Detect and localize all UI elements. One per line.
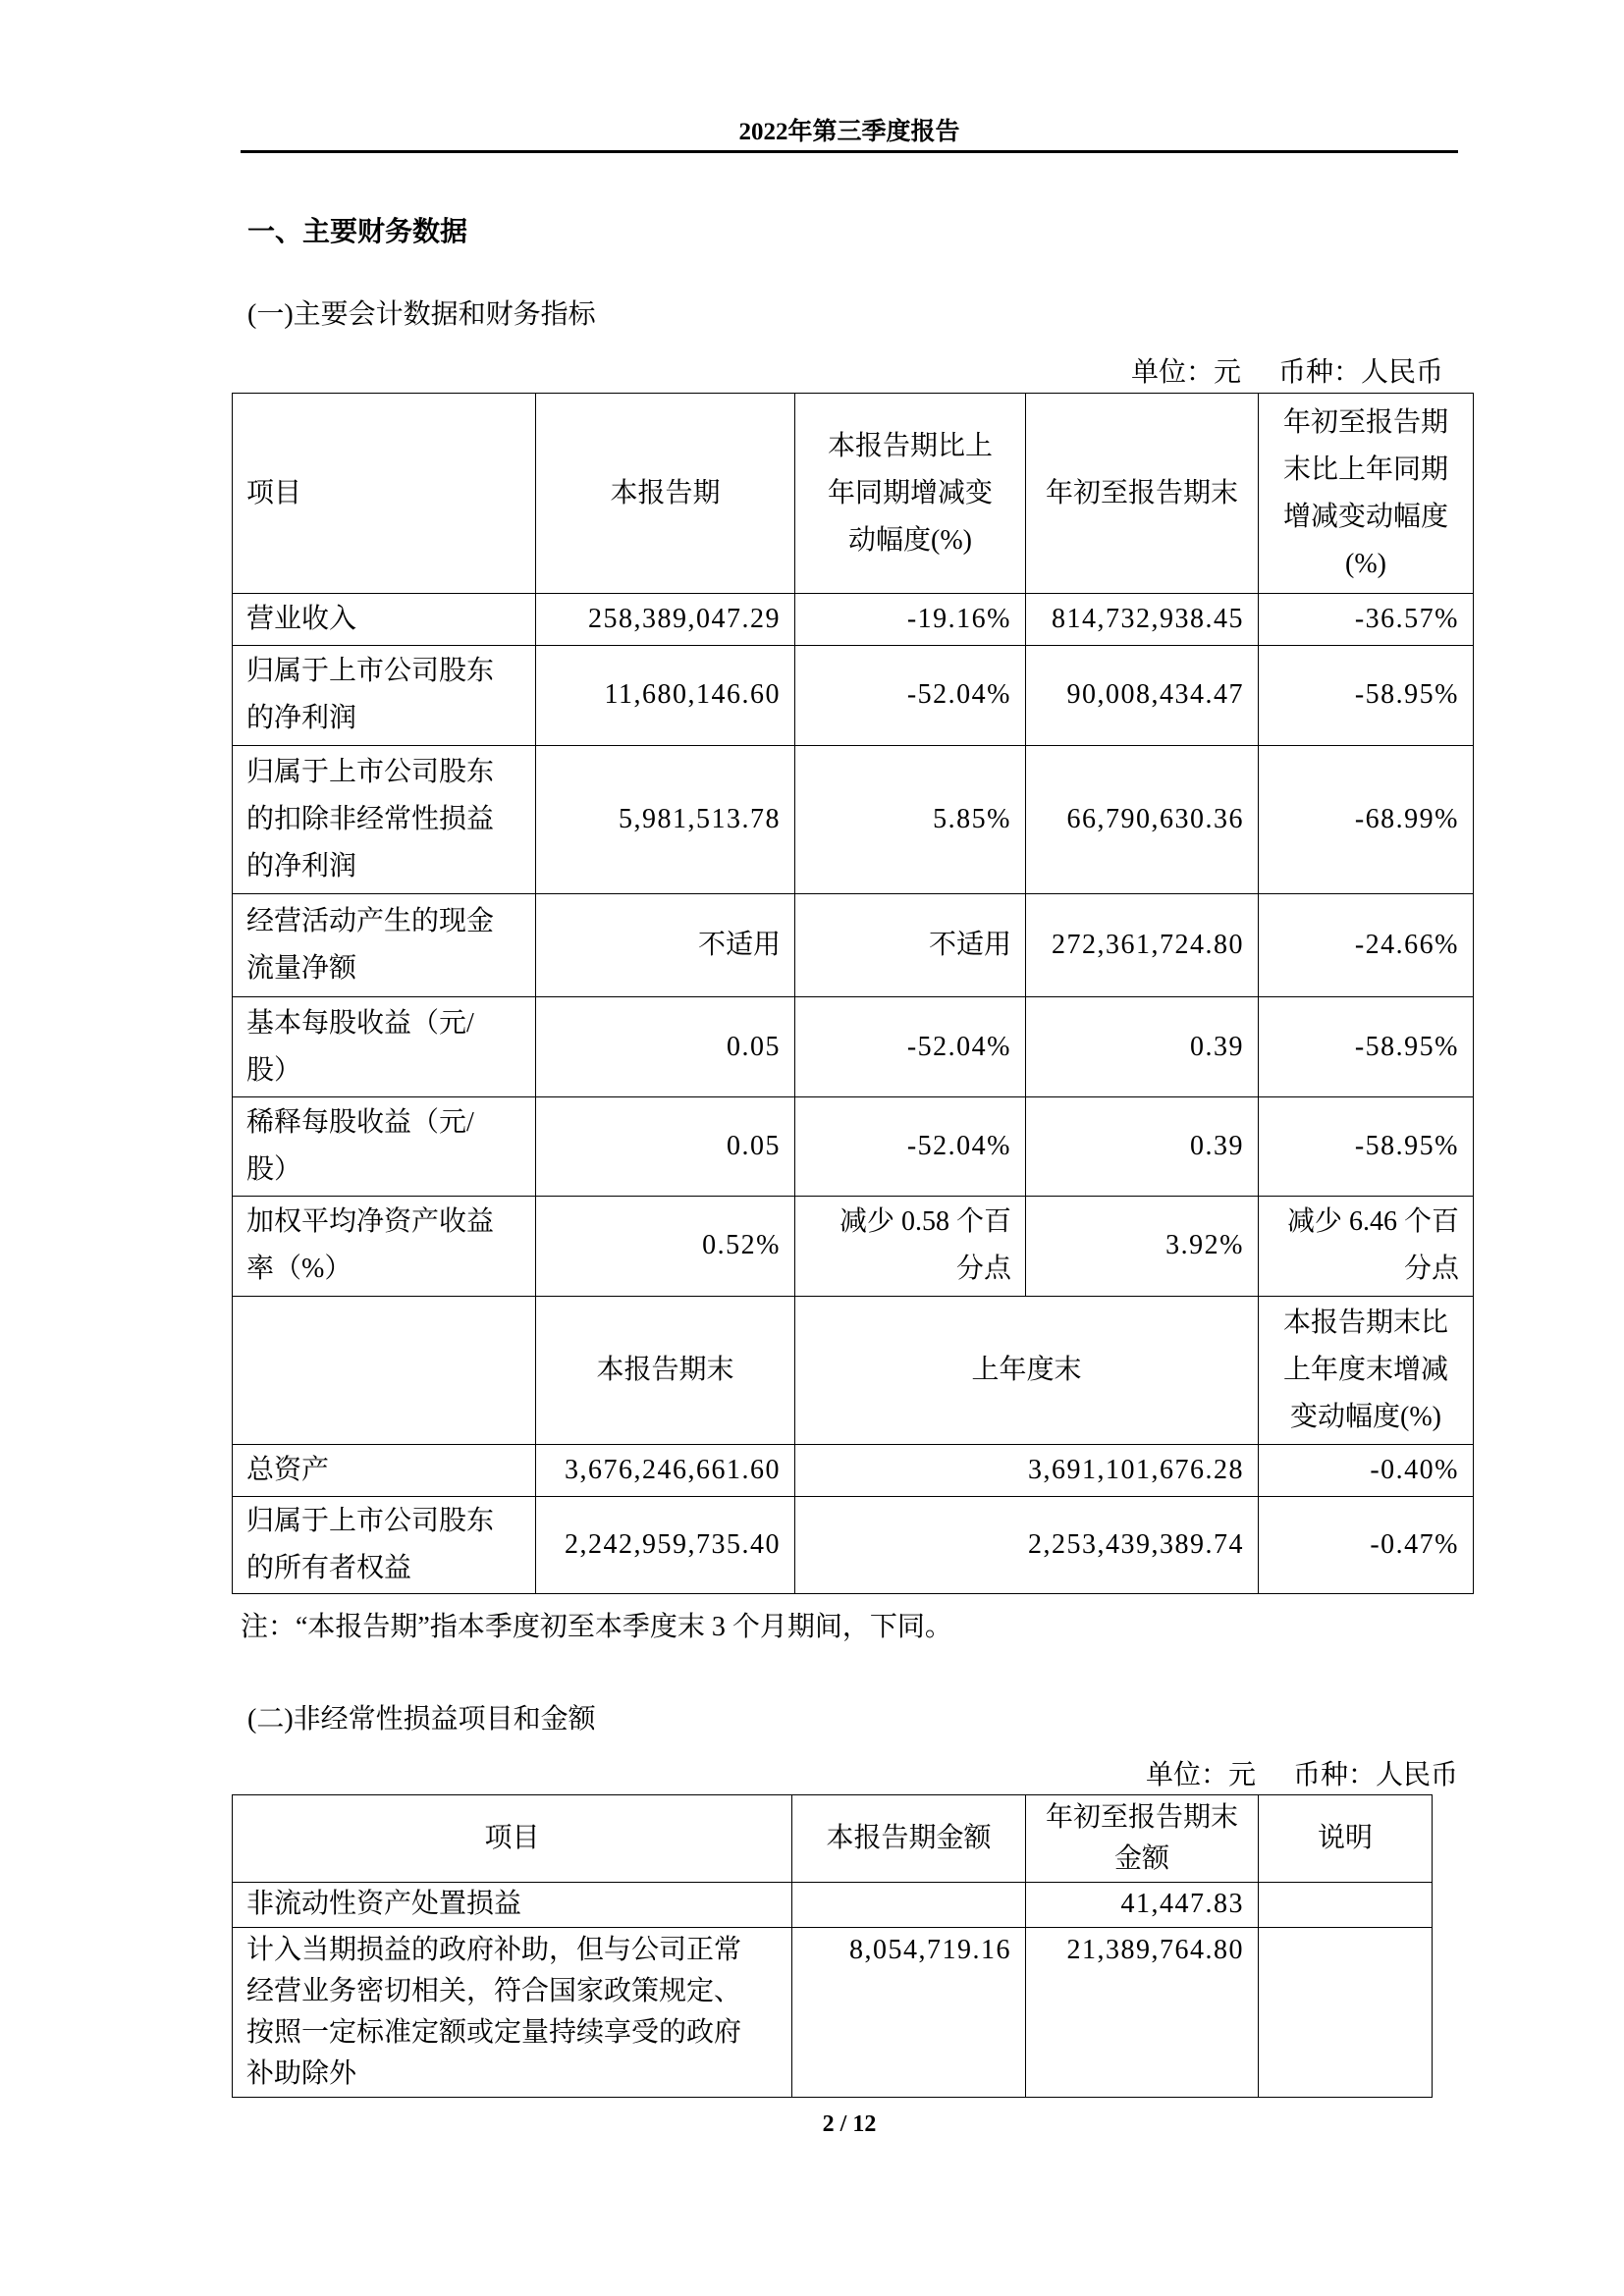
section-title: 一、主要财务数据 xyxy=(247,217,468,247)
current-cell: 5,981,513.78 xyxy=(536,745,795,894)
current-cell: 0.52% xyxy=(536,1196,795,1296)
non-recurring-items-table xyxy=(232,1794,1433,2098)
header-ytd: 年初至报告期末 xyxy=(1026,394,1259,594)
item-cell: 营业收入 xyxy=(233,594,536,646)
ytd-change-cell: -24.66% xyxy=(1259,894,1474,997)
table-header-row xyxy=(233,394,1474,594)
ytd-cell: 272,361,724.80 xyxy=(1026,894,1259,997)
page-number: 2 / 12 xyxy=(822,2111,877,2137)
table-row xyxy=(233,1445,1474,1497)
prior-year-end-cell: 3,691,101,676.28 xyxy=(795,1445,1259,1497)
header-item: 项目 xyxy=(233,394,536,594)
current-cell: 258,389,047.29 xyxy=(536,594,795,646)
item-cell: 归属于上市公司股东 的净利润 xyxy=(233,645,536,745)
table-row xyxy=(233,1496,1474,1593)
table-note: 注：“本报告期”指本季度初至本季度末 3 个月期间，下同。 xyxy=(241,1612,952,1642)
ytd-cell: 90,008,434.47 xyxy=(1026,645,1259,745)
unit-label: 单位：元 xyxy=(1130,357,1241,388)
currency-label: 币种：人民币 xyxy=(1292,1760,1458,1790)
non-recurring-subtitle: (二)非经常性损益项目和金额 xyxy=(247,1704,596,1735)
current-change-cell: -52.04% xyxy=(795,997,1026,1097)
current-change-cell: 5.85% xyxy=(795,745,1026,894)
header-ytd-amount: 年初至报告期末 金额 xyxy=(1026,1795,1259,1883)
item-cell: 加权平均净资产收益 率（%） xyxy=(233,1196,536,1296)
ytd-change-cell: -58.95% xyxy=(1259,645,1474,745)
unit-currency-line xyxy=(1146,1756,1458,1795)
table-row xyxy=(233,1196,1474,1296)
current-change-cell: -52.04% xyxy=(795,645,1026,745)
current-change-cell: 减少 0.58 个百 分点 xyxy=(795,1196,1026,1296)
report-header-title: 2022年第三季度报告 xyxy=(738,119,960,145)
balance-header-row xyxy=(233,1296,1474,1445)
header-current-change: 本报告期比上 年同期增减变 动幅度(%) xyxy=(795,394,1026,594)
item-cell: 稀释每股收益（元/ 股） xyxy=(233,1097,536,1197)
financial-indicators-table xyxy=(232,393,1474,1594)
current-change-cell: 不适用 xyxy=(795,894,1026,997)
item-cell: 归属于上市公司股东 的扣除非经常性损益 的净利润 xyxy=(233,745,536,894)
current-amount-cell xyxy=(792,1882,1026,1928)
ytd-cell: 3.92% xyxy=(1026,1196,1259,1296)
ytd-change-cell: -58.95% xyxy=(1259,1097,1474,1197)
table-row xyxy=(233,1882,1433,1928)
header-remark: 说明 xyxy=(1259,1795,1433,1883)
change-cell: -0.40% xyxy=(1259,1445,1474,1497)
ytd-cell: 0.39 xyxy=(1026,1097,1259,1197)
table-row xyxy=(233,997,1474,1097)
current-amount-cell: 8,054,719.16 xyxy=(792,1928,1026,2098)
ytd-cell: 66,790,630.36 xyxy=(1026,745,1259,894)
table-header-row xyxy=(233,1795,1433,1883)
ytd-amount-cell: 21,389,764.80 xyxy=(1026,1928,1259,2098)
current-cell: 0.05 xyxy=(536,997,795,1097)
ytd-amount-cell: 41,447.83 xyxy=(1026,1882,1259,1928)
header-ytd-change: 年初至报告期 末比上年同期 增减变动幅度 (%) xyxy=(1259,394,1474,594)
remark-cell xyxy=(1259,1928,1433,2098)
header-current-period: 本报告期 xyxy=(536,394,795,594)
header-item: 项目 xyxy=(233,1795,792,1883)
balance-header-change: 本报告期末比 上年度末增减 变动幅度(%) xyxy=(1259,1296,1474,1445)
period-end-cell: 3,676,246,661.60 xyxy=(536,1445,795,1497)
current-change-cell: -19.16% xyxy=(795,594,1026,646)
ytd-change-cell: 减少 6.46 个百 分点 xyxy=(1259,1196,1474,1296)
unit-label: 单位：元 xyxy=(1145,1760,1256,1790)
remark-cell xyxy=(1259,1882,1433,1928)
balance-header-prior-year-end: 上年度末 xyxy=(795,1296,1259,1445)
item-cell: 总资产 xyxy=(233,1445,536,1497)
table-row xyxy=(233,594,1474,646)
table-row xyxy=(233,1928,1433,2098)
item-cell: 计入当期损益的政府补助，但与公司正常 经营业务密切相关，符合国家政策规定、 按照一定标准定额或定量持续享受的政府 补助除外 xyxy=(233,1928,792,2098)
accounting-subtitle: (一)主要会计数据和财务指标 xyxy=(247,299,596,330)
current-cell: 不适用 xyxy=(536,894,795,997)
current-change-cell: -52.04% xyxy=(795,1097,1026,1197)
item-cell: 经营活动产生的现金 流量净额 xyxy=(233,894,536,997)
unit-currency-line xyxy=(1131,353,1443,393)
table-row xyxy=(233,894,1474,997)
current-cell: 0.05 xyxy=(536,1097,795,1197)
header-current-amount: 本报告期金额 xyxy=(792,1795,1026,1883)
ytd-cell: 814,732,938.45 xyxy=(1026,594,1259,646)
balance-header-item xyxy=(233,1296,536,1445)
prior-year-end-cell: 2,253,439,389.74 xyxy=(795,1496,1259,1593)
period-end-cell: 2,242,959,735.40 xyxy=(536,1496,795,1593)
currency-label: 币种：人民币 xyxy=(1277,357,1443,388)
table-row xyxy=(233,745,1474,894)
item-cell: 基本每股收益（元/ 股） xyxy=(233,997,536,1097)
item-cell: 非流动性资产处置损益 xyxy=(233,1882,792,1928)
change-cell: -0.47% xyxy=(1259,1496,1474,1593)
balance-header-period-end: 本报告期末 xyxy=(536,1296,795,1445)
ytd-change-cell: -68.99% xyxy=(1259,745,1474,894)
current-cell: 11,680,146.60 xyxy=(536,645,795,745)
header-divider xyxy=(241,150,1458,153)
item-cell: 归属于上市公司股东 的所有者权益 xyxy=(233,1496,536,1593)
ytd-change-cell: -36.57% xyxy=(1259,594,1474,646)
ytd-change-cell: -58.95% xyxy=(1259,997,1474,1097)
ytd-cell: 0.39 xyxy=(1026,997,1259,1097)
table-row xyxy=(233,1097,1474,1197)
table-row xyxy=(233,645,1474,745)
